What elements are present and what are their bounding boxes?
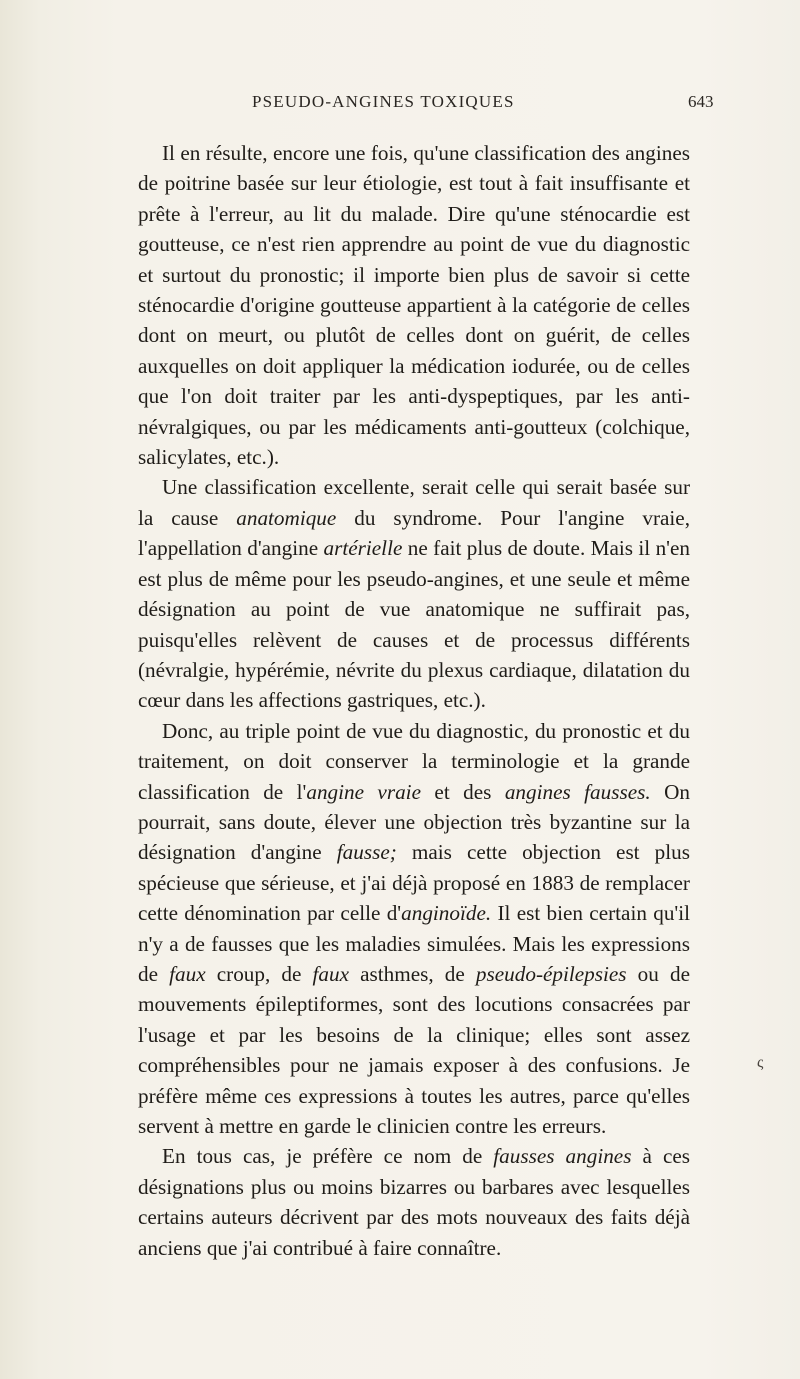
text-run: à ces désignations plus ou moins bizarres ou barbares avec lesquelles certains auteurs décrivent par des mots nouveaux des faits déjà anciens que j'ai contribué à faire connaître.	[138, 1144, 690, 1260]
text-run: ou de mouvements épileptiformes, sont des locutions consacrées par l'usage et par les besoins de la clinique; elles sont assez compréhensibles pour ne jamais exposer à des confusions. Je préfère même ces expressions à toutes les autres, parce qu'elles servent à mettre en garde le clinicien contre les erreurs.	[138, 961, 690, 1138]
page-header	[0, 92, 800, 116]
italic-term: fausse;	[336, 840, 397, 865]
running-title: PSEUDO-ANGINES TOXIQUES	[252, 92, 515, 111]
text-run: mais cette objection est plus spécieuse que sérieuse, et j'ai déjà proposé en 1883 de remplacer cette dénomination par celle d'	[138, 840, 690, 926]
text-run: Une classification excellente, serait celle qui serait basée sur la cause	[138, 475, 690, 530]
text-run: En tous cas, je préfère ce nom de	[162, 1144, 494, 1169]
text-run: du syndrome. Pour l'angine vraie, l'appellation d'angine	[138, 505, 690, 561]
paragraph	[138, 716, 690, 1142]
text-run: asthmes, de	[349, 961, 476, 986]
text-run: Il est bien certain qu'il n'y a de fausses que les maladies simulées. Mais les expressions de	[138, 901, 690, 986]
text-run: ne fait plus de doute. Mais il n'en est plus de même pour les pseudo-angines, et une seule et même désignation au point de vue anatomique ne suffirait pas, puisqu'elles relèvent de causes et de processus différents (névralgie, hypérémie, névrite du plexus cardiaque, dilatation du cœur dans les affections gastriques, etc.).	[138, 536, 690, 713]
italic-term: artérielle	[323, 536, 403, 561]
italic-term: anatomique	[236, 505, 337, 530]
italic-term: anginoïde.	[401, 901, 492, 926]
paragraph	[138, 138, 690, 472]
italic-term: angines fausses.	[504, 779, 651, 804]
text-run: Il en résulte, encore une fois, qu'une classification des angines de poitrine basée sur leur étiologie, est tout à fait insuffisante et prête à l'erreur, au lit du malade. Dire qu'une sténocardie est goutteuse, ce n'est rien apprendre au point de vue du diagnostic et surtout du pronostic; il importe bien plus de savoir si cette sténocardie d'origine goutteuse appartient à la catégorie de celles dont on meurt, ou plutôt de celles dont on guérit, de celles auxquelles on doit appliquer la médication iodurée, ou de celles que l'on doit traiter par les anti-dyspeptiques, par les anti-névralgiques, ou par les médicaments anti-goutteux (colchique, salicylates, etc.).	[138, 141, 690, 470]
paragraph	[138, 472, 690, 715]
text-run: On pourrait, sans doute, élever une objection très byzantine sur la désignation d'angine	[138, 779, 690, 865]
italic-term: angine vraie	[306, 779, 421, 804]
paragraph	[138, 1141, 690, 1263]
text-run: Donc, au triple point de vue du diagnostic, du pronostic et du traitement, on doit conserver la terminologie et la grande classification de l'	[138, 718, 690, 804]
page-number: 643	[688, 92, 714, 111]
italic-term: fausses angines	[493, 1144, 632, 1169]
text-run: croup, de	[205, 961, 313, 986]
italic-term: faux	[312, 961, 349, 986]
italic-term: pseudo-épilepsies	[475, 961, 627, 986]
body-text	[138, 138, 690, 1263]
margin-mark: ς	[757, 1054, 764, 1071]
italic-term: faux	[169, 961, 206, 986]
text-run: et des	[420, 779, 505, 804]
